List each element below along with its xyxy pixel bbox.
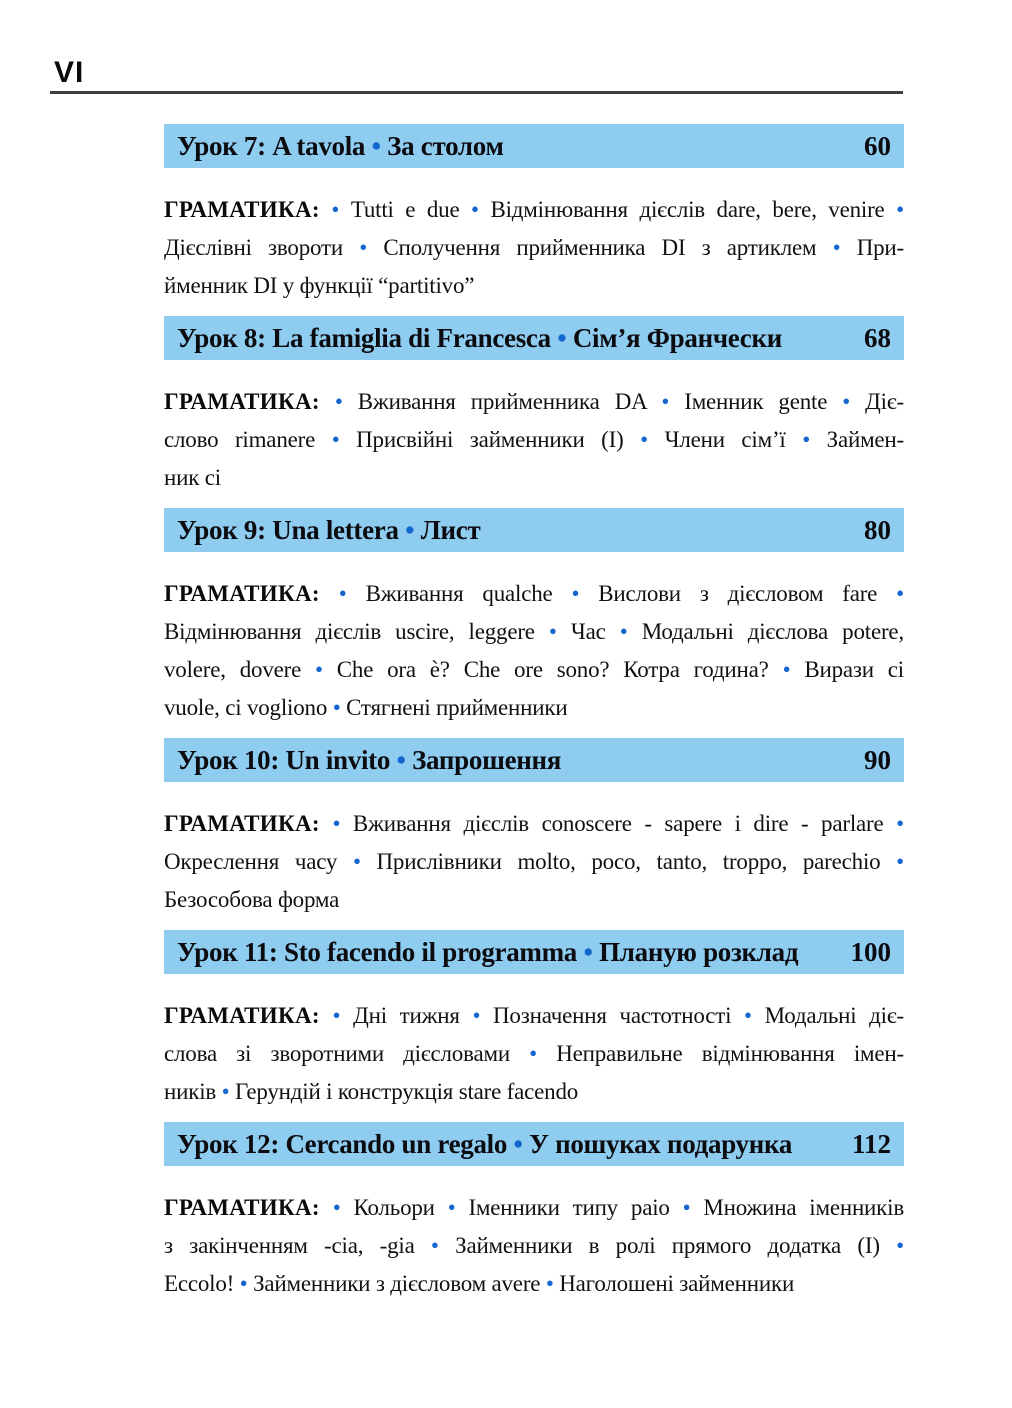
lesson-title: Урок 7: A tavola • За столом [177, 130, 504, 161]
lesson-title: Урок 11: Sto facendo il programma • Планую розклад [177, 936, 799, 967]
toc-section-lesson-10 [164, 738, 904, 919]
grammar-line: ГРАМАТИКА: • Кольори • Іменники типу paio • Множина іменників [164, 1195, 904, 1220]
lesson-title: Урок 10: Un invito • Запрошення [177, 744, 562, 775]
grammar-line: volere, dovere • Che ora è? Che ore sono? Котра година? • Вирази ci [164, 657, 904, 682]
grammar-line: vuole, ci vogliono • Стягнені прийменники [164, 695, 568, 720]
grammar-line: ГРАМАТИКА: • Вживання дієслів conoscere - sapere i dire - parlare • [164, 811, 904, 836]
grammar-line: слова зі зворотними дієсловами • Неправильне відмінювання імен- [164, 1041, 904, 1066]
grammar-line: йменник DI у функції “partitivo” [164, 273, 475, 298]
toc-section-lesson-12 [164, 1122, 904, 1303]
grammar-line: з закінченням -cia, -gia • Займенники в ролі прямого додатка (I) • [164, 1233, 904, 1258]
header-rule [50, 91, 903, 94]
grammar-line: Eccolo! • Займенники з дієсловом avere • Наголошені займенники [164, 1271, 795, 1296]
toc-content [164, 124, 904, 1314]
lesson-header-urok-10 [164, 738, 904, 782]
lesson-header-urok-11 [164, 930, 904, 974]
grammar-paragraph-urok-11 [164, 997, 904, 1111]
grammar-paragraph-urok-10 [164, 805, 904, 919]
grammar-paragraph-urok-7 [164, 191, 904, 305]
lesson-title: Урок 9: Una lettera • Лист [177, 514, 481, 545]
grammar-line: Окреслення часу • Прислівники molto, poco, tanto, troppo, parechio • [164, 849, 904, 874]
grammar-line: ГРАМАТИКА: • Tutti e due • Відмінювання дієслів dare, bere, venire • [164, 197, 904, 222]
grammar-line: ників • Герундій і конструкція stare facendo [164, 1079, 579, 1104]
lesson-title: Урок 8: La famiglia di Francesca • Сім’я Франчески [177, 322, 782, 353]
lesson-page-number: 80 [864, 514, 891, 545]
grammar-line: ник ci [164, 465, 221, 490]
toc-section-lesson-8 [164, 316, 904, 497]
lesson-page-number: 68 [864, 322, 891, 353]
page-number-corner: VI [54, 56, 85, 89]
lesson-title: Урок 12: Cercando un regalo • У пошуках подарунка [177, 1128, 793, 1159]
lesson-page-number: 60 [864, 130, 891, 161]
lesson-header-urok-12 [164, 1122, 904, 1166]
grammar-line: ГРАМАТИКА: • Дні тижня • Позначення частотності • Модальні діє- [164, 1003, 905, 1028]
lesson-header-urok-8 [164, 316, 904, 360]
grammar-paragraph-urok-12 [164, 1189, 904, 1303]
grammar-line: Дієслівні звороти • Сполучення прийменника DI з артиклем • При- [164, 235, 904, 260]
toc-section-lesson-11 [164, 930, 904, 1111]
grammar-line: слово rimanere • Присвійні займенники (I) • Члени сім’ї • Займен- [164, 427, 905, 452]
toc-section-lesson-9 [164, 508, 904, 727]
lesson-page-number: 112 [851, 1128, 891, 1159]
grammar-line: Безособова форма [164, 887, 340, 912]
lesson-header-urok-9 [164, 508, 904, 552]
grammar-line: Відмінювання дієслів uscire, leggere • Час • Модальні дієслова potere, [164, 619, 904, 644]
lesson-header-urok-7 [164, 124, 904, 168]
grammar-paragraph-urok-9 [164, 575, 904, 727]
grammar-line: ГРАМАТИКА: • Вживання прийменника DA • Іменник gente • Діє- [164, 389, 904, 414]
lesson-page-number: 100 [850, 936, 891, 967]
grammar-paragraph-urok-8 [164, 383, 904, 497]
lesson-page-number: 90 [864, 744, 891, 775]
grammar-line: ГРАМАТИКА: • Вживання qualche • Вислови з дієсловом fare • [164, 581, 904, 606]
toc-section-lesson-7 [164, 124, 904, 305]
